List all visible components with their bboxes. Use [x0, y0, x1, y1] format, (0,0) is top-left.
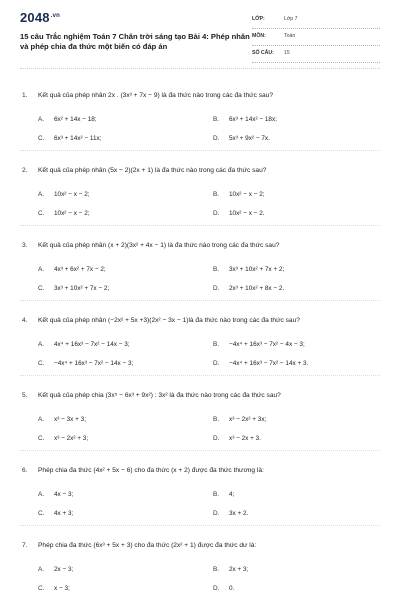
answer-option-a[interactable]	[38, 116, 97, 123]
site-logo[interactable]	[20, 10, 60, 25]
option-text: 3x³ + 10x² + 7x − 2;	[54, 285, 110, 292]
answer-option-d[interactable]	[213, 285, 284, 292]
option-text: 4x + 3;	[54, 510, 74, 517]
question-number: 4.	[22, 317, 28, 324]
answer-option-a[interactable]	[38, 191, 90, 198]
answer-option-b[interactable]	[213, 341, 305, 348]
option-text: 2x + 3;	[229, 566, 249, 573]
answer-option-c[interactable]	[38, 360, 133, 367]
option-letter: A.	[38, 416, 45, 423]
answer-option-d[interactable]	[213, 510, 248, 517]
option-text: −4x⁴ + 16x³ − 7x² − 4x − 3;	[229, 341, 305, 348]
option-letter: B.	[213, 191, 220, 198]
answer-option-a[interactable]	[38, 341, 130, 348]
answer-option-c[interactable]	[38, 135, 101, 142]
option-text: −4x⁴ + 16x³ − 7x² − 14x + 3.	[229, 360, 309, 367]
answer-option-b[interactable]	[213, 191, 265, 198]
option-letter: B.	[213, 566, 220, 573]
answer-option-d[interactable]	[213, 360, 308, 367]
question-divider	[20, 450, 380, 451]
option-letter: C.	[38, 360, 45, 367]
question-number: 1.	[22, 92, 28, 99]
option-letter: B.	[213, 266, 220, 273]
meta-label: SỐ CÂU:	[252, 50, 274, 56]
option-letter: B.	[213, 416, 220, 423]
question-divider	[20, 150, 380, 151]
meta-label: LỚP:	[252, 16, 265, 22]
answer-option-d[interactable]	[213, 435, 261, 442]
meta-label: MÔN:	[252, 33, 266, 39]
meta-row-class	[252, 14, 380, 29]
question-item	[0, 78, 400, 153]
option-letter: D.	[213, 135, 220, 142]
option-text: x³ − 3x + 3;	[54, 416, 86, 423]
question-item	[0, 528, 400, 603]
answer-option-a[interactable]	[38, 416, 86, 423]
option-text: 0.	[229, 585, 235, 592]
option-text: 10x² − x − 2;	[54, 191, 90, 198]
option-letter: D.	[213, 585, 220, 592]
question-text: Kết quả của phép chia (3x⁵ − 6x³ + 9x²) : 3x² là đa thức nào trong các đa thức sau?	[38, 392, 281, 399]
option-text: x³ − 2x² + 3x;	[229, 416, 267, 423]
option-text: 4x⁴ + 16x³ − 7x² − 14x − 3;	[54, 341, 130, 348]
option-letter: A.	[38, 341, 45, 348]
answer-option-d[interactable]	[213, 585, 234, 592]
logo-suffix: .vn	[50, 12, 61, 19]
question-number: 6.	[22, 467, 28, 474]
meta-info	[252, 14, 380, 65]
option-letter: C.	[38, 210, 45, 217]
meta-value: Lớp 7	[284, 16, 298, 22]
option-text: 5x³ + 9x² − 7x.	[229, 135, 270, 142]
option-letter: A.	[38, 566, 45, 573]
meta-value: 15	[284, 50, 290, 56]
option-letter: A.	[38, 191, 45, 198]
option-letter: A.	[38, 491, 45, 498]
answer-option-a[interactable]	[38, 566, 73, 573]
option-text: 2x³ + 10x² + 8x − 2.	[229, 285, 285, 292]
option-text: 6x³ + 14x² − 11x;	[54, 135, 102, 142]
meta-row-count	[252, 48, 380, 63]
option-text: 6x² + 14x − 18;	[54, 116, 97, 123]
answer-option-c[interactable]	[38, 510, 73, 517]
option-letter: D.	[213, 360, 220, 367]
question-number: 2.	[22, 167, 28, 174]
option-text: 4x³ + 6x² + 7x − 2;	[54, 266, 106, 273]
option-text: 3x³ + 10x² + 7x + 2;	[229, 266, 285, 273]
option-text: −4x⁴ + 16x³ − 7x² − 14x − 3;	[54, 360, 134, 367]
question-divider	[20, 225, 380, 226]
question-text: Kết quả của phép nhân (x + 2)(3x² + 4x − 1) là đa thức nào trong các đa thức sau?	[38, 242, 280, 249]
question-text: Phép chia đa thức (4x² + 5x − 6) cho đa thức (x + 2) được đa thức thương là:	[38, 467, 264, 474]
question-number: 7.	[22, 542, 28, 549]
answer-option-b[interactable]	[213, 116, 277, 123]
answer-option-b[interactable]	[213, 266, 284, 273]
question-number: 3.	[22, 242, 28, 249]
logo-text: 2048	[20, 10, 50, 25]
option-letter: A.	[38, 116, 45, 123]
question-item	[0, 378, 400, 453]
option-text: 4;	[229, 491, 235, 498]
option-letter: B.	[213, 341, 220, 348]
page-header	[0, 0, 400, 64]
option-letter: D.	[213, 510, 220, 517]
option-letter: C.	[38, 435, 45, 442]
answer-option-c[interactable]	[38, 585, 70, 592]
answer-option-a[interactable]	[38, 266, 106, 273]
option-text: x − 3;	[54, 585, 70, 592]
question-item	[0, 153, 400, 228]
option-letter: C.	[38, 285, 45, 292]
answer-option-d[interactable]	[213, 210, 265, 217]
question-item	[0, 228, 400, 303]
option-text: 6x³ + 14x² − 18x;	[229, 116, 277, 123]
option-text: 3x + 2.	[229, 510, 249, 517]
answer-option-c[interactable]	[38, 285, 109, 292]
answer-option-b[interactable]	[213, 416, 266, 423]
answer-option-c[interactable]	[38, 210, 90, 217]
option-letter: C.	[38, 135, 45, 142]
option-text: x³ − 2x² + 3;	[54, 435, 89, 442]
question-divider	[20, 300, 380, 301]
answer-option-b[interactable]	[213, 566, 248, 573]
option-letter: B.	[213, 116, 220, 123]
question-divider	[20, 525, 380, 526]
option-text: 10x² − x − 2;	[229, 191, 265, 198]
question-text: Phép chia đa thức (6x³ + 5x + 3) cho đa thức (2x² + 1) được đa thức dư là:	[38, 542, 257, 549]
question-text: Kết quả của phép nhân (−2x² + 5x +3)(2x² − 3x − 1)là đa thức nào trong các đa thức sau?	[38, 317, 300, 324]
question-item	[0, 453, 400, 528]
option-text: 4x − 3;	[54, 491, 74, 498]
question-list	[0, 78, 400, 603]
option-text: 2x − 3;	[54, 566, 74, 573]
option-letter: D.	[213, 435, 220, 442]
question-text: Kết quả của phép nhân (5x − 2)(2x + 1) là đa thức nào trong các đa thức sau?	[38, 167, 267, 174]
answer-option-d[interactable]	[213, 135, 270, 142]
option-letter: C.	[38, 510, 45, 517]
meta-value: Toán	[284, 33, 296, 39]
question-item	[0, 303, 400, 378]
option-letter: B.	[213, 491, 220, 498]
question-number: 5.	[22, 392, 28, 399]
answer-option-a[interactable]	[38, 491, 73, 498]
question-divider	[20, 375, 380, 376]
option-letter: D.	[213, 285, 220, 292]
answer-option-c[interactable]	[38, 435, 88, 442]
option-letter: A.	[38, 266, 45, 273]
answer-option-b[interactable]	[213, 491, 234, 498]
header-divider	[20, 68, 380, 70]
question-text: Kết quả của phép nhân 2x . (3x³ + 7x − 9) là đa thức nào trong các đa thức sau?	[38, 92, 273, 99]
document-title: 15 câu Trắc nghiệm Toán 7 Chân trời sáng tạo Bài 4: Phép nhân và phép chia đa thức một biến có đáp án	[20, 32, 250, 51]
option-text: 10x² − x − 2;	[54, 210, 90, 217]
option-text: 10x² − x − 2.	[229, 210, 265, 217]
option-letter: C.	[38, 585, 45, 592]
option-letter: D.	[213, 210, 220, 217]
option-text: x³ − 2x + 3.	[229, 435, 261, 442]
meta-row-subject	[252, 31, 380, 46]
